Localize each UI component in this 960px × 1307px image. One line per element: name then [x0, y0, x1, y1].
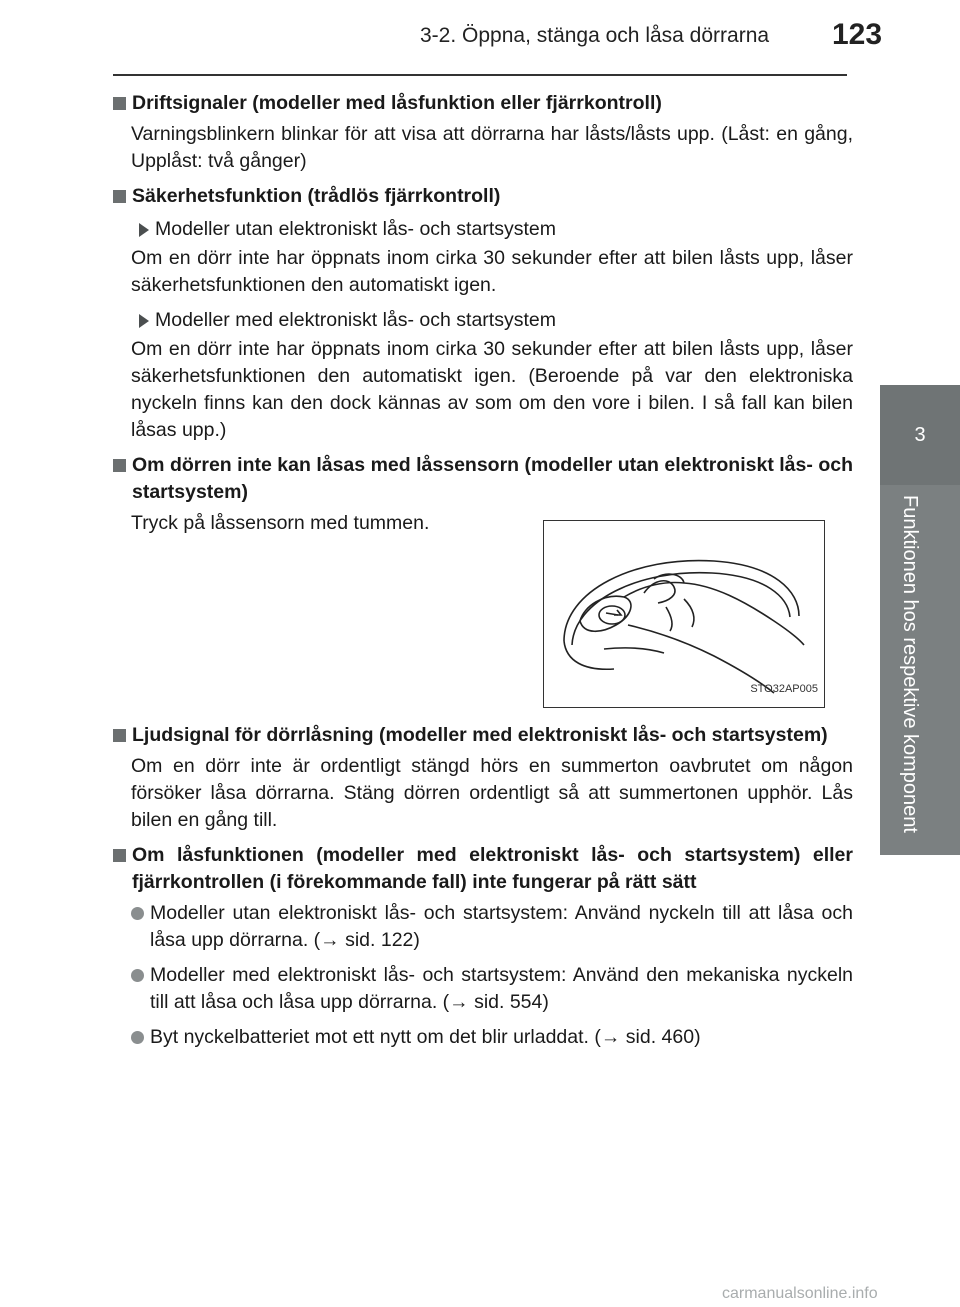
page-content [113, 90, 853, 1059]
square-bullet-icon [113, 849, 126, 862]
triangle-marker-icon [139, 314, 149, 328]
malfunction-item: Modeller med elektroniskt lås- och startsystem: Använd den mekaniska nyckeln till att låsa och låsa upp dörrarna. (→ sid. 554) [131, 962, 853, 1016]
section-body-operation-signals: Varningsblinkern blinkar för att visa att dörrarna har låsts/låsts upp. (Låst: en gång, Upplåst: två gånger) [131, 123, 853, 172]
triangle-marker-icon [139, 223, 149, 237]
security-body-without-smart-key: Om en dörr inte har öppnats inom cirka 30 sekunder efter att bilen låsts upp, låser säkerhetsfunktionen den automatiskt igen. [131, 247, 853, 296]
section-heading-security-feature: Säkerhetsfunktion (trådlös fjärrkontroll) [113, 183, 853, 210]
square-bullet-icon [113, 459, 126, 472]
malfunction-item: Modeller utan elektroniskt lås- och startsystem: Använd nyckeln till att låsa och låsa upp dörrarna. (→ sid. 122) [131, 900, 853, 954]
round-bullet-icon [131, 969, 144, 982]
section-heading-malfunction: Om låsfunktionen (modeller med elektroniskt lås- och startsystem) eller fjärrkontrollen (i förekommande fall) inte fungerar på rätt sätt [113, 842, 853, 896]
figure-code: STO32AP005 [750, 683, 818, 695]
section-heading-lock-sensor: Om dörren inte kan låsas med låssensorn (modeller utan elektroniskt lås- och startsystem) [113, 452, 853, 506]
square-bullet-icon [113, 190, 126, 203]
section-heading-operation-signals: Driftsignaler (modeller med låsfunktion eller fjärrkontroll) [113, 90, 853, 117]
running-header-title: 3-2. Öppna, stänga och låsa dörrarna [420, 24, 770, 47]
subheading-with-smart-key: Modeller med elektroniskt lås- och startsystem [139, 307, 853, 334]
lock-sensor-row [113, 510, 853, 722]
chapter-caption: Funktionen hos respektive komponent [899, 495, 921, 833]
square-bullet-icon [113, 729, 126, 742]
site-watermark: carmanualsonline.info [722, 1285, 878, 1302]
square-bullet-icon [113, 97, 126, 110]
door-handle-illustration [543, 520, 825, 708]
subheading-without-smart-key: Modeller utan elektroniskt lås- och startsystem [139, 216, 853, 243]
round-bullet-icon [131, 1031, 144, 1044]
security-body-with-smart-key: Om en dörr inte har öppnats inom cirka 30 sekunder efter att bilen låsts upp, låser säkerhetsfunktionen den automatiskt igen. (Beroende på var den elektroniska nyckeln finns kan den dock kännas av som om den vore i bilen. I så fall kan bilen låsas upp.) [131, 338, 853, 441]
round-bullet-icon [131, 907, 144, 920]
header-divider [113, 74, 847, 76]
page-number: 123 [832, 18, 883, 51]
section-heading-lock-buzzer: Ljudsignal för dörrlåsning (modeller med elektroniskt lås- och startsystem) [113, 722, 853, 749]
lock-sensor-instruction: Tryck på låssensorn med tummen. [131, 512, 430, 534]
malfunction-item: Byt nyckelbatteriet mot ett nytt om det blir urladdat. (→ sid. 460) [131, 1024, 853, 1051]
chapter-tab: 3 [880, 385, 960, 485]
section-body-lock-buzzer: Om en dörr inte är ordentligt stängd hörs en summerton oavbrutet om någon försöker låsa dörrarna. Stäng dörren ordentligt så att summertonen upphör. Lås bilen en gång till. [131, 755, 853, 831]
